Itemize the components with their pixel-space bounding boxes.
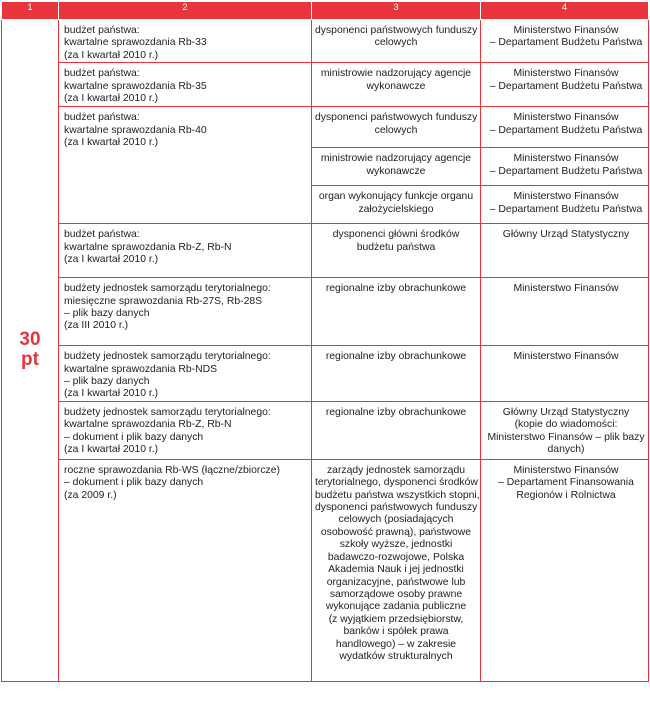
recipient [481,459,649,681]
reporting-entity [312,224,481,278]
reporting-entity-line: dysponenci państwowych funduszy [315,112,478,124]
recipient-line: Ministerstwo Finansów [513,25,619,36]
reporting-entity [312,63,481,107]
recipient-line: Ministerstwo Finansów [513,464,619,476]
report-description-line: kwartalne sprawozdania Rb-33 [64,37,207,49]
reporting-entity-line: regionalne izby obrachunkowe [325,351,467,363]
report-description-line: – plik bazy danych [64,308,150,320]
report-description [59,278,312,346]
recipient-line: Ministerstwo Finansów [513,68,619,80]
reporting-entity-line: budżetu państwa [356,241,436,253]
report-description [59,401,312,459]
recipient [481,224,649,278]
recipient [481,186,649,224]
reporting-entity-line: (z wyjątkiem przedsiębiorstw, [328,613,464,625]
report-description [59,107,312,224]
recipient-line: Ministerstwo Finansów – plik bazy [487,431,645,443]
report-description-line: budżet państwa: [64,68,140,80]
report-description-line: (za I kwartał 2010 r.) [64,254,159,266]
recipient-line: Ministerstwo Finansów [513,351,619,363]
report-description-line: (za III 2010 r.) [64,320,129,332]
report-description-line: kwartalne sprawozdania Rb-NDS [64,363,218,375]
reporting-entity-line: osobowość prawną), państwowe [320,526,472,538]
recipient [481,148,649,186]
reporting-entity [312,20,481,63]
reporting-entity [312,278,481,346]
recipient-line: – Departament Budżetu Państwa [489,165,643,177]
report-description [59,224,312,278]
report-description-line: – plik bazy danych [64,376,150,388]
recipient [481,346,649,402]
recipient-line: – Departament Budżetu Państwa [489,80,643,92]
reporting-entity-line: organizacyjne, państwowe lub [326,576,466,588]
report-description-line: budżet państwa: [64,25,140,36]
report-description-line: (za I kwartał 2010 r.) [64,137,159,149]
reporting-entity-line: wykonujące zadania publiczne [325,601,467,613]
table-row [2,63,649,107]
recipient [481,278,649,346]
report-description-line: (za I kwartał 2010 r.) [64,388,159,400]
col-header-2: 2 [59,2,312,20]
reporting-entity-line: dysponenci państwowych funduszy [315,25,478,36]
report-description-line: budżet państwa: [64,229,140,241]
reporting-entity [312,107,481,148]
reporting-entity-line: celowych [374,37,418,49]
col-header-3: 3 [312,2,481,20]
reporting-entity [312,346,481,402]
row-label-part: 30 [19,329,41,351]
recipient-line: Ministerstwo Finansów [513,153,619,165]
reporting-entity-line: handlowego) – w zakresie [335,638,457,650]
recipient-line: (kopie do wiadomości: [514,419,618,431]
recipient-line: – Departament Budżetu Państwa [489,37,643,49]
table-row [2,346,649,402]
recipient-line: Ministerstwo Finansów [513,112,619,124]
reporting-entity-line: celowych [374,124,418,136]
reporting-entity-line: banków i spółek prawa [343,626,449,638]
reporting-entity-line: celowych (posiadających [338,514,454,526]
reporting-entity-line: wykonawcze [366,80,426,92]
reporting-entity-line: terytorialnego, dysponenci środków [315,477,478,489]
report-description-line: kwartalne sprawozdania Rb-35 [64,80,207,92]
report-description-line: budżety jednostek samorządu terytorialnego: [64,283,271,295]
report-description-line: budżet państwa: [64,112,140,124]
report-description-line: kwartalne sprawozdania Rb-Z, Rb-N [64,419,232,431]
recipient [481,63,649,107]
report-description-line: (za I kwartał 2010 r.) [64,93,159,105]
report-description-line: kwartalne sprawozdania Rb-40 [64,124,207,136]
col-header-1: 1 [2,2,59,20]
reporting-entity-line: dysponenci główni środków [332,229,460,241]
row-label-part: pt [21,349,39,371]
reporting-entity-line: wydatków strukturalnych [339,650,453,662]
row-label [2,20,59,682]
reporting-table [1,1,649,682]
reporting-entity-line: założycielskiego [358,203,434,215]
reporting-entity-line: organ wykonujący funkcje organu [318,191,474,203]
report-description [59,20,312,63]
recipient [481,401,649,459]
reporting-entity-line: regionalne izby obrachunkowe [325,406,467,418]
reporting-entity [312,148,481,186]
recipient-line: – Departament Finansowania [498,477,634,489]
report-description [59,346,312,402]
report-description-line: – dokument i plik bazy danych [64,431,204,443]
table-row [2,459,649,681]
report-description-line: budżety jednostek samorządu terytorialnego: [64,406,271,418]
table-row [2,107,649,148]
reporting-entity-line: wykonawcze [366,165,426,177]
table-row [2,20,649,63]
report-description-line: budżety jednostek samorządu terytorialnego: [64,351,271,363]
reporting-entity [312,186,481,224]
table-row [2,401,649,459]
reporting-entity [312,401,481,459]
reporting-entity-line: regionalne izby obrachunkowe [325,283,467,295]
reporting-entity-line: samorządowe osoby prawne [329,588,463,600]
reporting-entity-line: szkoły wyższe, jednostki [339,539,453,551]
recipient [481,107,649,148]
report-description-line: (za I kwartał 2010 r.) [64,444,159,456]
report-description-line: roczne sprawozdania Rb-WS (łączne/zbiorcze) [64,464,280,476]
reporting-entity-line: badawczo-rozwojowe, Polska [327,551,465,563]
reporting-entity-line: zarządy jednostek samorządu [326,464,466,476]
recipient [481,20,649,63]
recipient-line: Ministerstwo Finansów [513,191,619,203]
reporting-entity-line: Akademia Nauk i jej jednostki [328,564,464,576]
table-row [2,224,649,278]
recipient-line: danych) [547,444,585,456]
reporting-entity-line: dysponenci państwowych funduszy [315,502,478,514]
report-description-line: (za 2009 r.) [64,489,117,501]
reporting-entity-line: ministrowie nadzorujący agencje [320,153,472,165]
table-row [2,278,649,346]
recipient-line: Ministerstwo Finansów [513,283,619,295]
report-description-line: – dokument i plik bazy danych [64,477,204,489]
recipient-line: – Departament Budżetu Państwa [489,203,643,215]
reporting-entity-line: budżetu państwa wszystkich stopni, [315,489,480,501]
recipient-line: – Departament Budżetu Państwa [489,124,643,136]
reporting-entity [312,459,481,681]
report-description-line: miesięczne sprawozdania Rb-27S, Rb-28S [64,295,263,307]
report-description [59,63,312,107]
recipient-line: Główny Urząd Statystyczny [502,406,630,418]
report-description [59,459,312,681]
reporting-entity-line: ministrowie nadzorujący agencje [320,68,472,80]
report-description-line: (za I kwartał 2010 r.) [64,49,159,61]
header-row [2,2,649,20]
report-description-line: kwartalne sprawozdania Rb-Z, Rb-N [64,241,232,253]
col-header-4: 4 [481,2,649,20]
recipient-line: Regionów i Rolnictwa [516,489,616,501]
recipient-line: Główny Urząd Statystyczny [502,229,630,241]
